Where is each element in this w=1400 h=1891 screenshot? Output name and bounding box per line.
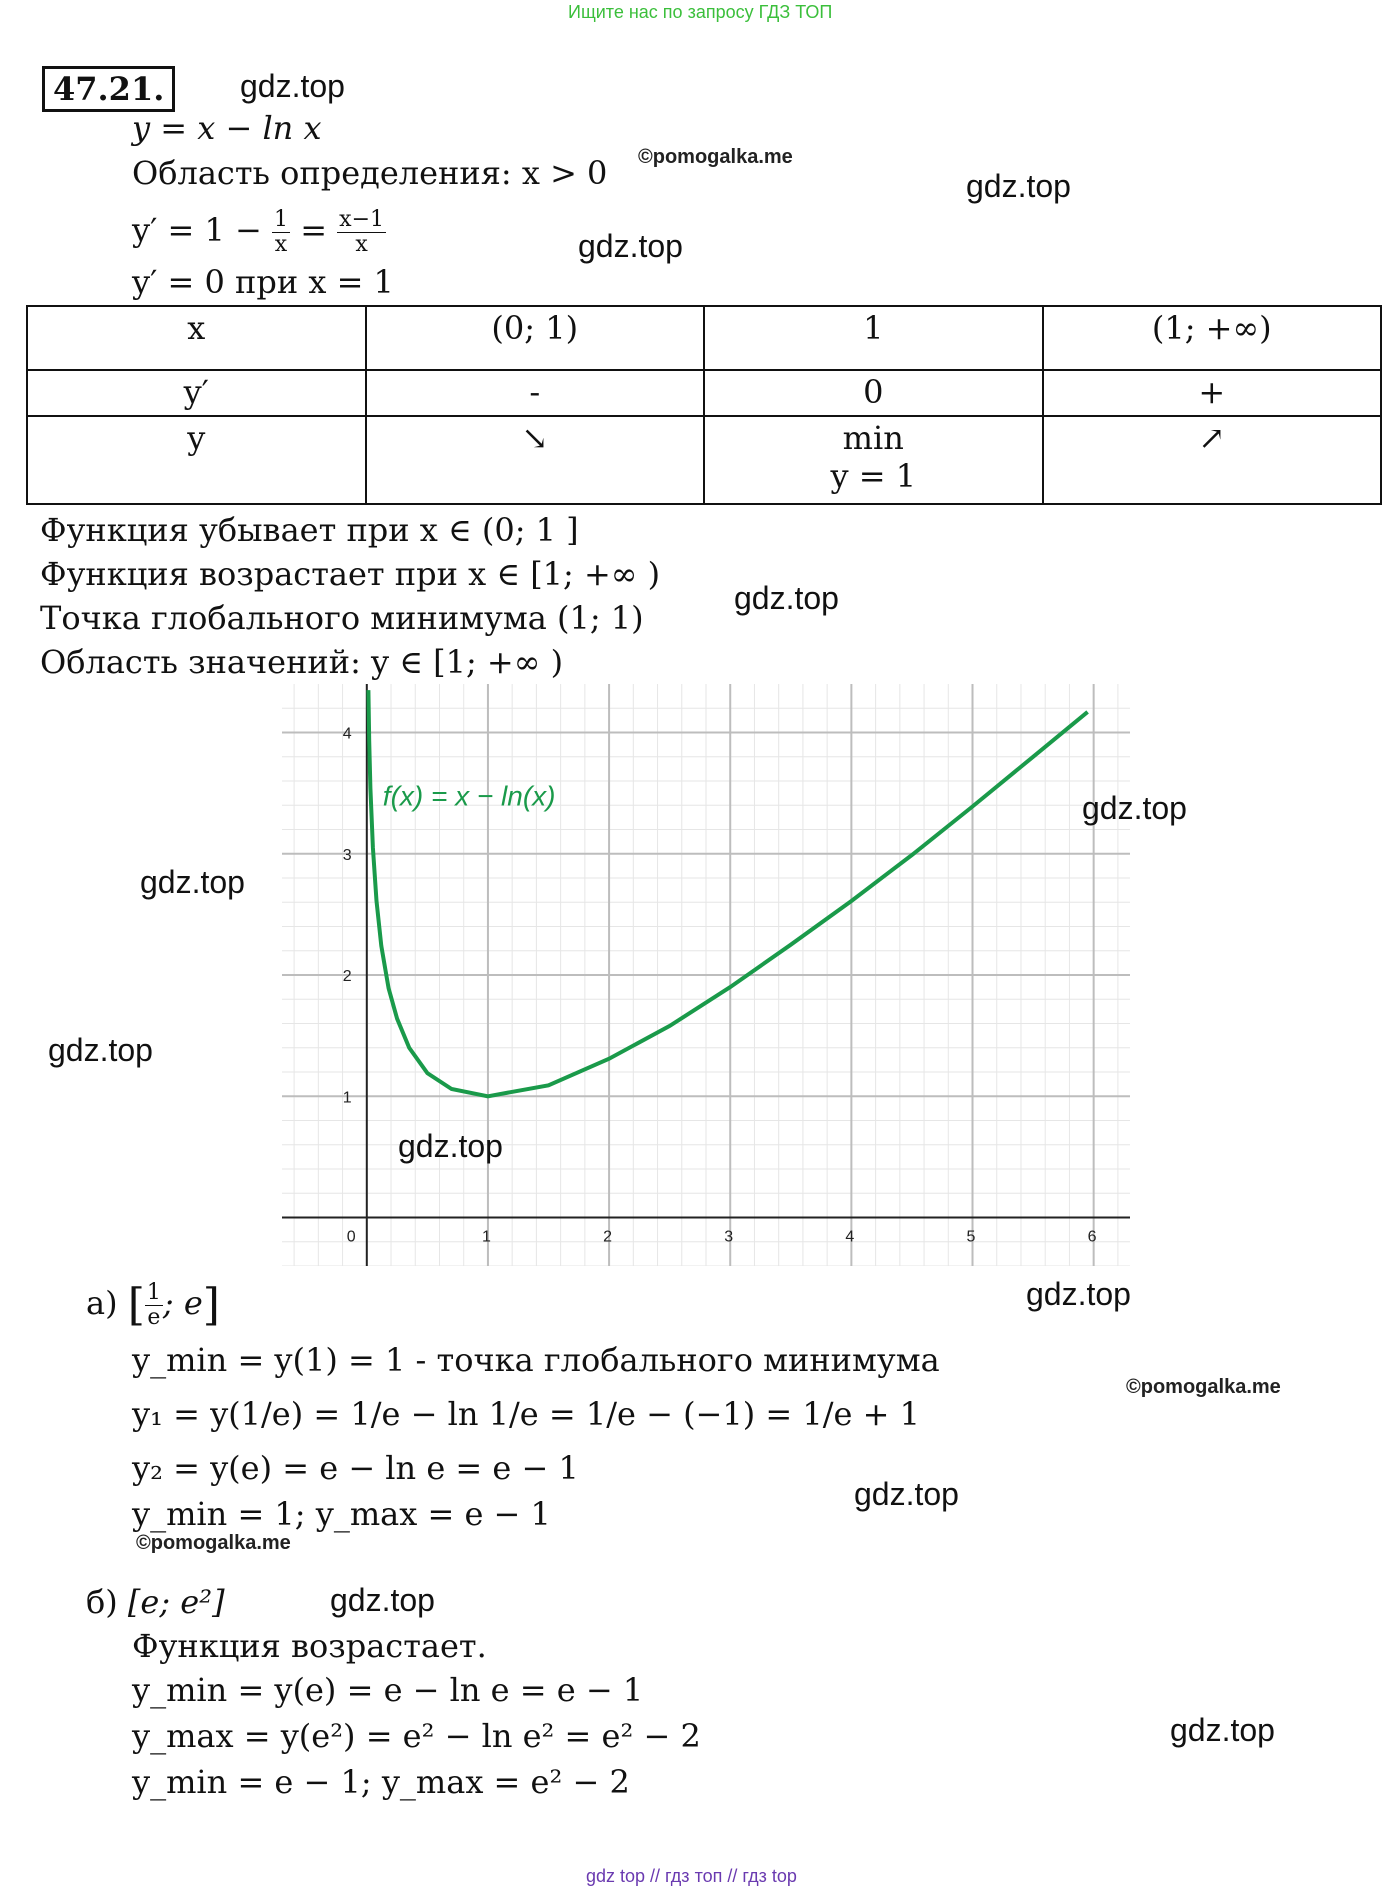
interval-rest: ; e [162,1284,203,1322]
x-tick-label: 3 [724,1228,734,1246]
table-cell: y′ [27,370,366,416]
table-cell: x [27,306,366,370]
analysis-decreasing: Функция убывает при x ∈ (0; 1 ] [40,511,579,549]
part-a-line-4: y_min = 1; y_max = e − 1 [132,1495,551,1533]
min-value: y = 1 [830,457,917,495]
top-search-link[interactable]: Ищите нас по запросу ГДЗ ТОП [568,2,833,22]
part-b-line-2: y_max = y(e²) = e² − ln e² = e² − 2 [132,1717,701,1755]
part-a-line-3: y₂ = y(e) = e − ln e = e − 1 [132,1449,579,1487]
watermark-gdz: gdz.top [140,864,245,900]
part-a-line-2: y₁ = y(1/e) = 1/e − ln 1/e = 1/e − (−1) = 1/e + 1 [132,1395,920,1433]
frac1-den: x [274,232,288,257]
function-curve [368,690,1087,1096]
analysis-range: Область значений: y ∈ [1; +∞ ) [40,643,564,681]
frac1-num: 1 [274,207,289,232]
part-b-interval: [e; e²] [127,1583,225,1621]
watermark-gdz: gdz.top [734,580,839,616]
table-cell: (0; 1) [366,306,705,370]
interval-num: 1 [146,1280,161,1305]
interval-fraction [145,1281,163,1330]
y-tick-label: 4 [342,725,352,743]
table-cell: ↗ [1043,416,1382,504]
derivative-prefix: y′ = 1 − [132,211,262,249]
part-a-label: а) [86,1284,118,1322]
function-definition [132,108,322,148]
watermark-gdz: gdz.top [240,68,345,104]
derivative-fraction-1 [272,208,290,257]
derivative-line [132,198,386,262]
min-label: min [842,419,904,457]
interval-den: e [147,1305,161,1330]
watermark-gdz: gdz.top [854,1476,959,1512]
x-tick-label: 0 [346,1228,356,1246]
x-tick-label: 2 [603,1228,612,1246]
watermark-gdz: gdz.top [398,1128,503,1164]
analysis-minimum: Точка глобального минимума (1; 1) [40,599,644,637]
function-graph [282,684,1130,1266]
bracket-open: [ [127,1279,145,1331]
sign-table [26,305,1382,505]
equals-sign: = [300,211,327,249]
table-cell: y [27,416,366,504]
part-b-line-1: y_min = y(e) = e − ln e = e − 1 [132,1671,644,1709]
problem-number: 47.21. [42,66,175,112]
part-b-label: б) [86,1583,118,1621]
table-cell: + [1043,370,1382,416]
table-row-function [27,416,1381,504]
part-b-header [86,1582,225,1622]
x-tick-label: 1 [481,1228,491,1246]
critical-point-line: y′ = 0 при x = 1 [132,263,394,301]
table-cell: (1; +∞) [1043,306,1382,370]
part-b-line-3: y_min = e − 1; y_max = e² − 2 [132,1763,630,1801]
x-tick-label: 6 [1087,1228,1097,1246]
watermark-gdz: gdz.top [966,168,1071,204]
table-row-x [27,306,1381,370]
table-row-derivative [27,370,1381,416]
footer-links[interactable]: gdz top // гдз топ // гдз top [586,1866,797,1886]
table-cell: 1 [704,306,1043,370]
watermark-gdz: gdz.top [1170,1712,1275,1748]
watermark-gdz: gdz.top [330,1582,435,1618]
watermark-gdz: gdz.top [1082,790,1187,826]
y-tick-label: 3 [342,846,352,864]
table-cell: - [366,370,705,416]
bracket-close: ] [202,1279,220,1331]
table-cell: 0 [704,370,1043,416]
table-cell-min [704,416,1043,504]
y-tick-label: 1 [342,1089,352,1107]
table-cell: ↘ [366,416,705,504]
derivative-fraction-2 [337,208,386,257]
x-tick-label: 5 [966,1228,976,1246]
x-tick-label: 4 [845,1228,855,1246]
frac2-num: x−1 [339,207,385,232]
watermark-gdz: gdz.top [1026,1276,1131,1312]
function-label: f(x) = x − ln(x) [382,780,556,812]
part-a-header [86,1272,220,1334]
watermark-gdz: gdz.top [48,1032,153,1068]
part-b-line-0: Функция возрастает. [132,1627,487,1665]
part-a-line-1: y_min = y(1) = 1 - точка глобального минимума [132,1341,940,1379]
domain-line: Область определения: x > 0 [132,154,608,192]
function-text: y = x − ln x [132,109,322,147]
y-tick-label: 2 [342,968,352,985]
watermark-pomogalka: ©pomogalka.me [1126,1376,1281,1398]
watermark-gdz: gdz.top [578,228,683,264]
watermark-pomogalka: ©pomogalka.me [136,1532,291,1554]
analysis-increasing: Функция возрастает при x ∈ [1; +∞ ) [40,555,661,593]
watermark-pomogalka: ©pomogalka.me [638,146,793,168]
frac2-den: x [355,232,368,257]
